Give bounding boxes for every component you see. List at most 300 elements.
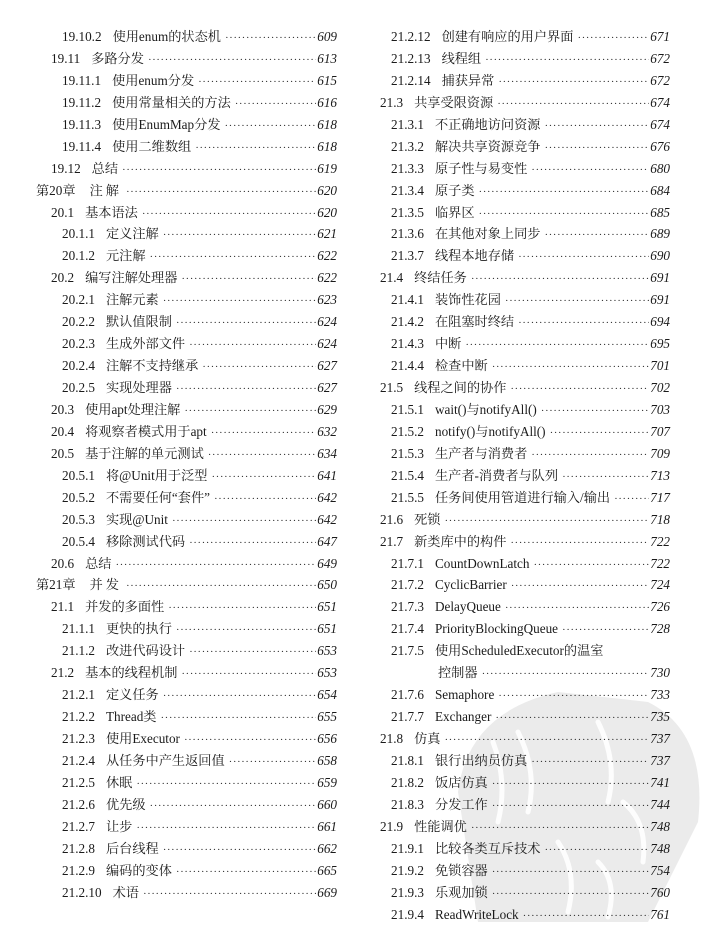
toc-entry-title: 临界区 [435, 202, 475, 224]
toc-entry-title: 休眠 [106, 772, 132, 794]
toc-entry-page: 629 [317, 399, 337, 421]
toc-entry-title: 原子性与易变性 [435, 158, 527, 180]
toc-entry[interactable] [0, 48, 340, 70]
toc-entry[interactable] [360, 399, 670, 421]
toc-entry-number: 21.2.14 [391, 70, 431, 92]
toc-entry[interactable] [0, 465, 340, 487]
toc-entry-number: 19.11.1 [62, 70, 101, 92]
toc-entry[interactable] [0, 662, 340, 684]
toc-entry-title: 控制器 [438, 662, 478, 684]
toc-entry[interactable] [0, 377, 340, 399]
toc-entry-page: 684 [650, 180, 670, 202]
toc-entry[interactable] [360, 311, 670, 333]
toc-entry-title: 比较各类互斥技术 [435, 838, 541, 860]
toc-entry[interactable] [0, 70, 340, 92]
toc-entry-page: 724 [650, 574, 670, 596]
toc-entry-page: 627 [317, 355, 337, 377]
toc-entry-number: 19.11 [51, 48, 80, 70]
dot-leader [498, 72, 649, 94]
dot-leader [479, 204, 650, 226]
toc-entry[interactable] [360, 618, 670, 640]
toc-entry-number: 19.10.2 [62, 26, 102, 48]
toc-entry-page: 649 [317, 553, 337, 575]
toc-entry[interactable] [0, 267, 340, 289]
toc-entry-title: 默认值限制 [106, 311, 172, 333]
toc-entry-number: 21.7.7 [391, 706, 424, 728]
dot-leader [172, 511, 316, 533]
toc-entry[interactable] [0, 618, 340, 640]
toc-entry-page: 651 [317, 618, 337, 640]
toc-entry[interactable] [0, 289, 340, 311]
toc-entry-title: DelayQueue [435, 596, 501, 618]
toc-entry[interactable] [360, 574, 670, 596]
toc-entry[interactable] [0, 684, 340, 706]
toc-entry-page: 674 [650, 92, 670, 114]
dot-leader [544, 840, 649, 862]
toc-entry-number: 21.2.2 [62, 706, 95, 728]
toc-entry[interactable] [0, 860, 340, 882]
toc-entry-title: 不需要任何“套件” [106, 487, 210, 509]
toc-entry-title: 线程本地存储 [435, 245, 514, 267]
toc-entry-page: 661 [317, 816, 337, 838]
dot-leader [189, 533, 316, 555]
toc-entry[interactable] [0, 487, 340, 509]
toc-entry-number: 20.2 [51, 267, 74, 289]
dot-leader [225, 116, 317, 138]
toc-entry[interactable] [360, 816, 670, 838]
toc-entry[interactable] [360, 640, 670, 662]
dot-leader [444, 511, 649, 533]
toc-entry-number: 19.11.4 [62, 136, 101, 158]
toc-entry[interactable] [360, 553, 670, 575]
toc-entry-page: 733 [650, 684, 670, 706]
toc-entry-number: 21.8 [380, 728, 403, 750]
toc-entry-title: 编码的变体 [106, 860, 172, 882]
toc-entry[interactable] [360, 772, 670, 794]
toc-entry-title: PriorityBlockingQueue [435, 618, 558, 640]
dot-leader [492, 774, 650, 796]
toc-entry-number: 21.7.4 [391, 618, 424, 640]
toc-entry[interactable] [0, 750, 340, 772]
toc-entry-page: 694 [650, 311, 670, 333]
toc-chapter-entry[interactable] [0, 574, 340, 596]
toc-entry-title: 线程组 [442, 48, 482, 70]
toc-entry-number: 21.4.2 [391, 311, 424, 333]
toc-entry-page: 653 [317, 640, 337, 662]
toc-entry-number: 21.1.2 [62, 640, 95, 662]
toc-entry[interactable] [360, 333, 670, 355]
dot-leader [533, 555, 649, 577]
toc-entry-page: 717 [650, 487, 670, 509]
dot-leader [479, 182, 650, 204]
toc-entry-title: Exchanger [435, 706, 491, 728]
toc-entry[interactable] [0, 26, 340, 48]
toc-entry-title: 实现处理器 [106, 377, 172, 399]
toc-entry-title: wait()与notifyAll() [435, 399, 537, 421]
toc-entry-number: 21.3 [380, 92, 403, 114]
toc-entry-number: 21.7 [380, 531, 403, 553]
toc-entry-page: 691 [650, 267, 670, 289]
toc-entry-page: 642 [317, 509, 337, 531]
toc-chapter-entry[interactable] [0, 180, 340, 202]
toc-entry-number: 21.2.6 [62, 794, 95, 816]
toc-entry-number: 21.7.5 [391, 640, 424, 662]
toc-entry-page: 627 [317, 377, 337, 399]
toc-entry[interactable] [360, 180, 670, 202]
toc-entry-title: 让步 [106, 816, 132, 838]
toc-entry-page: 722 [650, 531, 670, 553]
toc-entry[interactable] [360, 70, 670, 92]
toc-entry[interactable] [360, 421, 670, 443]
dot-leader [189, 335, 316, 357]
toc-entry-title: 原子类 [435, 180, 475, 202]
toc-entry[interactable] [360, 114, 670, 136]
dot-leader [465, 335, 649, 357]
toc-entry-title: CyclicBarrier [435, 574, 507, 596]
toc-entry-title: 在阻塞时终结 [435, 311, 514, 333]
toc-entry[interactable] [0, 355, 340, 377]
toc-entry-title: 注解元素 [106, 289, 159, 311]
toc-entry-number: 21.3.2 [391, 136, 424, 158]
toc-entry-title: 基本语法 [85, 202, 138, 224]
dot-leader [143, 884, 316, 906]
toc-entry-number: 20.1 [51, 202, 74, 224]
toc-entry-number: 21.1 [51, 596, 74, 618]
toc-entry-number: 21.2 [51, 662, 74, 684]
toc-entry-page: 662 [317, 838, 337, 860]
dot-leader [176, 313, 316, 335]
toc-entry-number: 21.2.10 [62, 882, 102, 904]
dot-leader [214, 489, 316, 511]
dot-leader [163, 840, 317, 862]
dot-leader [544, 116, 649, 138]
dot-leader [544, 225, 649, 247]
toc-entry-number: 20.2.3 [62, 333, 95, 355]
toc-entry-title: 分发工作 [435, 794, 488, 816]
dot-leader [550, 423, 650, 445]
toc-entry-number: 21.7.3 [391, 596, 424, 618]
toc-entry-page: 624 [317, 311, 337, 333]
toc-entry-title: 后台线程 [106, 838, 159, 860]
toc-entry-page: 653 [317, 662, 337, 684]
toc-entry-number: 21.3.5 [391, 202, 424, 224]
toc-entry-page: 619 [317, 158, 337, 180]
toc-entry[interactable] [0, 816, 340, 838]
dot-leader [150, 247, 317, 269]
dot-leader [225, 28, 316, 50]
dot-leader [163, 686, 317, 708]
toc-entry[interactable] [360, 443, 670, 465]
toc-entry-number: 21.7.6 [391, 684, 424, 706]
toc-entry[interactable] [0, 92, 340, 114]
toc-entry[interactable] [0, 245, 340, 267]
toc-entry-title: 共享受限资源 [414, 92, 493, 114]
toc-entry-page: 695 [650, 333, 670, 355]
dot-leader [531, 160, 649, 182]
toc-entry-number: 20.2.2 [62, 311, 95, 333]
toc-entry-title: 使用apt处理注解 [85, 399, 180, 421]
toc-entry-number: 21.8.1 [391, 750, 424, 772]
toc-entry[interactable] [0, 421, 340, 443]
dot-leader [168, 598, 316, 620]
toc-entry[interactable] [360, 289, 670, 311]
toc-entry[interactable] [360, 48, 670, 70]
toc-entry[interactable] [0, 158, 340, 180]
toc-entry-page: 680 [650, 158, 670, 180]
toc-entry-number: 21.4.4 [391, 355, 424, 377]
toc-entry[interactable] [0, 772, 340, 794]
toc-entry[interactable] [0, 443, 340, 465]
toc-entry[interactable] [360, 136, 670, 158]
toc-entry-title: 捕获异常 [442, 70, 495, 92]
dot-leader [122, 160, 316, 182]
toc-entry[interactable] [360, 882, 670, 904]
toc-entry-page: 713 [650, 465, 670, 487]
toc-entry[interactable] [0, 136, 340, 158]
toc-entry-page: 641 [317, 465, 337, 487]
toc-entry-page: 761 [650, 904, 670, 926]
toc-entry-number: 21.5.5 [391, 487, 424, 509]
toc-entry-title: 改进代码设计 [106, 640, 185, 662]
toc-entry-page: 650 [317, 574, 337, 596]
toc-entry[interactable] [360, 465, 670, 487]
toc-entry[interactable] [0, 114, 340, 136]
toc-entry-number: 21.7.1 [391, 553, 424, 575]
toc-entry-number: 21.2.13 [391, 48, 431, 70]
toc-entry-title: 中断 [435, 333, 461, 355]
toc-entry-number: 21.8.3 [391, 794, 424, 816]
toc-entry[interactable] [0, 531, 340, 553]
dot-leader [195, 138, 316, 160]
toc-entry-title: CountDownLatch [435, 553, 530, 575]
toc-entry-number: 20.5.3 [62, 509, 95, 531]
toc-entry[interactable] [360, 26, 670, 48]
toc-entry-title: 从任务中产生返回值 [106, 750, 225, 772]
toc-entry-title: 生产者-消费者与队列 [435, 465, 558, 487]
toc-entry-page: 632 [317, 421, 337, 443]
dot-leader [229, 752, 317, 774]
toc-entry[interactable] [360, 158, 670, 180]
toc-entry[interactable] [0, 509, 340, 531]
toc-entry-number: 20.5.1 [62, 465, 95, 487]
toc-entry[interactable] [360, 355, 670, 377]
toc-entry-number: 21.3.7 [391, 245, 424, 267]
toc-entry-title: 并发的多面性 [85, 596, 164, 618]
toc-entry-page: 735 [650, 706, 670, 728]
toc-entry-page: 685 [650, 202, 670, 224]
toc-entry-title: 在其他对象上同步 [435, 223, 541, 245]
toc-entry-number: 21.4.3 [391, 333, 424, 355]
toc-entry[interactable] [0, 223, 340, 245]
toc-entry-number: 21.9.4 [391, 904, 424, 926]
toc-entry-number: 21.9.2 [391, 860, 424, 882]
toc-entry-page: 620 [317, 202, 337, 224]
toc-entry[interactable] [360, 838, 670, 860]
toc-entry[interactable] [360, 684, 670, 706]
toc-entry-page: 609 [317, 26, 337, 48]
toc-entry-page: 642 [317, 487, 337, 509]
dot-leader [510, 379, 649, 401]
toc-entry-page: 618 [317, 114, 337, 136]
toc-entry[interactable] [0, 838, 340, 860]
toc-entry-title: 检查中断 [435, 355, 488, 377]
toc-entry[interactable] [360, 487, 670, 509]
toc-entry-page: 615 [317, 70, 337, 92]
toc-entry[interactable] [360, 794, 670, 816]
dot-leader [181, 664, 316, 686]
dot-leader [150, 796, 317, 818]
toc-entry-number: 21.2.8 [62, 838, 95, 860]
toc-entry[interactable] [0, 596, 340, 618]
toc-entry-page: 748 [650, 838, 670, 860]
toc-entry-title: 使用EnumMap分发 [112, 114, 220, 136]
toc-entry-title: 死锁 [414, 509, 440, 531]
toc-entry[interactable] [0, 311, 340, 333]
toc-entry[interactable] [360, 706, 670, 728]
toc-entry-number: 第21章 [36, 574, 76, 596]
toc-entry-title: 解决共享资源竞争 [435, 136, 541, 158]
dot-leader [184, 730, 316, 752]
toc-entry[interactable] [360, 750, 670, 772]
dot-leader [211, 423, 317, 445]
dot-leader [531, 752, 649, 774]
toc-entry[interactable] [360, 267, 670, 289]
toc-entry-page: 730 [650, 662, 670, 684]
dot-leader [531, 445, 649, 467]
toc-entry-page: 672 [650, 48, 670, 70]
toc-entry-number: 20.5.4 [62, 531, 95, 553]
toc-entry[interactable] [0, 882, 340, 904]
toc-entry-number: 21.2.3 [62, 728, 95, 750]
toc-entry-page: 624 [317, 333, 337, 355]
dot-leader [184, 401, 316, 423]
dot-leader [495, 708, 649, 730]
dot-leader [212, 467, 317, 489]
toc-entry-title: 生成外部文件 [106, 333, 185, 355]
toc-entry-title: 新类库中的构件 [414, 531, 506, 553]
toc-entry-page: 754 [650, 860, 670, 882]
toc-entry-page: 660 [317, 794, 337, 816]
toc-entry-title: Thread类 [106, 706, 157, 728]
toc-entry[interactable] [0, 202, 340, 224]
toc-entry-title: 创建有响应的用户界面 [442, 26, 574, 48]
toc-entry[interactable] [0, 333, 340, 355]
toc-entry-page: 760 [650, 882, 670, 904]
toc-entry-number: 20.5 [51, 443, 74, 465]
toc-entry-number: 21.5.1 [391, 399, 424, 421]
dot-leader [577, 28, 649, 50]
toc-entry[interactable] [0, 728, 340, 750]
dot-leader [161, 708, 317, 730]
toc-entry-page: 672 [650, 70, 670, 92]
toc-entry-title: 注解 [90, 180, 122, 202]
toc-entry-title: 使用常量相关的方法 [112, 92, 231, 114]
dot-leader [202, 357, 316, 379]
toc-entry-page: 748 [650, 816, 670, 838]
dot-leader [518, 313, 649, 335]
toc-entry-number: 20.4 [51, 421, 74, 443]
toc-entry[interactable] [360, 202, 670, 224]
toc-entry-page: 613 [317, 48, 337, 70]
toc-entry[interactable] [360, 377, 670, 399]
toc-entry-number: 21.4 [380, 267, 403, 289]
toc-entry-page: 623 [317, 289, 337, 311]
toc-entry-title: 使用ScheduledExecutor的温室 [435, 640, 603, 662]
toc-entry-title: 实现@Unit [106, 509, 168, 531]
dot-leader [492, 862, 650, 884]
toc-entry-number: 21.9 [380, 816, 403, 838]
toc-entry-page: 658 [317, 750, 337, 772]
toc-entry[interactable] [0, 706, 340, 728]
toc-entry[interactable] [0, 399, 340, 421]
toc-entry-title: 移除测试代码 [106, 531, 185, 553]
toc-entry-number: 20.2.4 [62, 355, 95, 377]
toc-entry-number: 20.6 [51, 553, 74, 575]
toc-entry-page: 741 [650, 772, 670, 794]
toc-entry-page: 702 [650, 377, 670, 399]
toc-entry[interactable] [360, 531, 670, 553]
toc-entry-title: 将观察者模式用于apt [85, 421, 207, 443]
toc-entry-page: 690 [650, 245, 670, 267]
toc-entry-number: 19.12 [51, 158, 81, 180]
toc-entry[interactable] [0, 553, 340, 575]
dot-leader [505, 598, 649, 620]
toc-entry-number: 21.5 [380, 377, 403, 399]
toc-entry-number: 21.2.5 [62, 772, 95, 794]
dot-leader [541, 401, 649, 423]
toc-entry[interactable] [360, 245, 670, 267]
toc-entry-number: 21.2.4 [62, 750, 95, 772]
toc-entry-number: 20.1.1 [62, 223, 95, 245]
toc-entry-title: 使用enum的状态机 [113, 26, 221, 48]
dot-leader [126, 576, 316, 598]
dot-leader [444, 730, 649, 752]
toc-entry[interactable] [360, 509, 670, 531]
toc-entry-number: 21.3.3 [391, 158, 424, 180]
toc-entry-number: 21.3.4 [391, 180, 424, 202]
toc-entry-title: 编写注解处理器 [85, 267, 177, 289]
toc-entry-number: 21.5.4 [391, 465, 424, 487]
toc-entry-title: 银行出纳员仿真 [435, 750, 527, 772]
toc-entry-title: notify()与notifyAll() [435, 421, 546, 443]
toc-entry-page: 669 [317, 882, 337, 904]
toc-entry-page: 737 [650, 728, 670, 750]
toc-entry-title: 使用Executor [106, 728, 180, 750]
dot-leader [208, 445, 316, 467]
toc-entry-title: 优先级 [106, 794, 146, 816]
toc-entry[interactable] [360, 662, 670, 684]
toc-entry-title: 并发 [90, 574, 122, 596]
toc-entry-number: 21.2.12 [391, 26, 431, 48]
dot-leader [518, 247, 649, 269]
toc-left-column [0, 26, 340, 904]
dot-leader [471, 818, 649, 840]
toc-entry-title: 总结 [85, 553, 111, 575]
toc-entry-number: 21.2.7 [62, 816, 95, 838]
toc-entry-page: 744 [650, 794, 670, 816]
dot-leader [505, 291, 649, 313]
toc-entry[interactable] [360, 596, 670, 618]
toc-entry[interactable] [0, 640, 340, 662]
toc-entry-title: Semaphore [435, 684, 494, 706]
toc-entry[interactable] [360, 223, 670, 245]
toc-entry[interactable] [360, 904, 670, 926]
toc-entry-number: 21.9.1 [391, 838, 424, 860]
toc-entry[interactable] [360, 860, 670, 882]
toc-entry[interactable] [360, 728, 670, 750]
toc-entry[interactable] [360, 92, 670, 114]
toc-entry[interactable] [0, 794, 340, 816]
